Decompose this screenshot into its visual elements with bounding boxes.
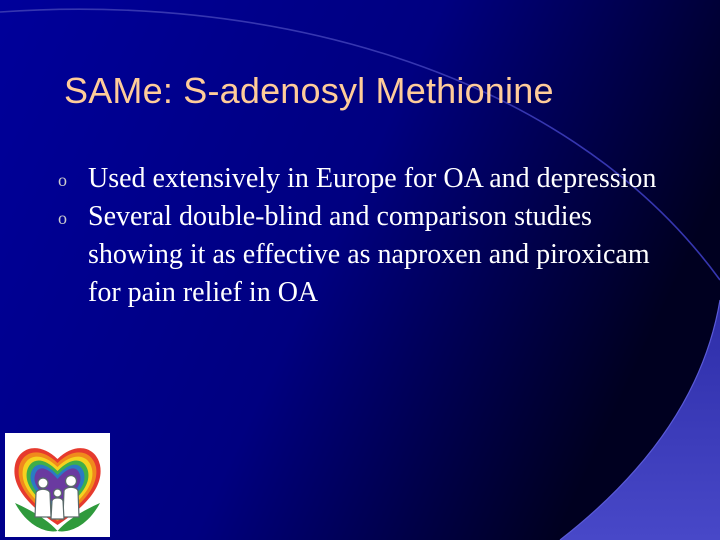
bullet-marker: o [58, 170, 67, 190]
family-heart-logo-icon [5, 433, 110, 537]
bullet-item [58, 198, 658, 312]
bullet-item [58, 160, 658, 198]
bullet-marker: o [58, 208, 67, 228]
bullet-text: Used extensively in Europe for OA and depression [88, 163, 657, 194]
slide-title: SAMe: S-adenosyl Methionine [64, 70, 554, 111]
bullet-text: Several double-blind and comparison studies showing it as effective as naproxen and piroxicam for pain relief in OA [88, 201, 650, 308]
bullet-list [58, 160, 658, 312]
